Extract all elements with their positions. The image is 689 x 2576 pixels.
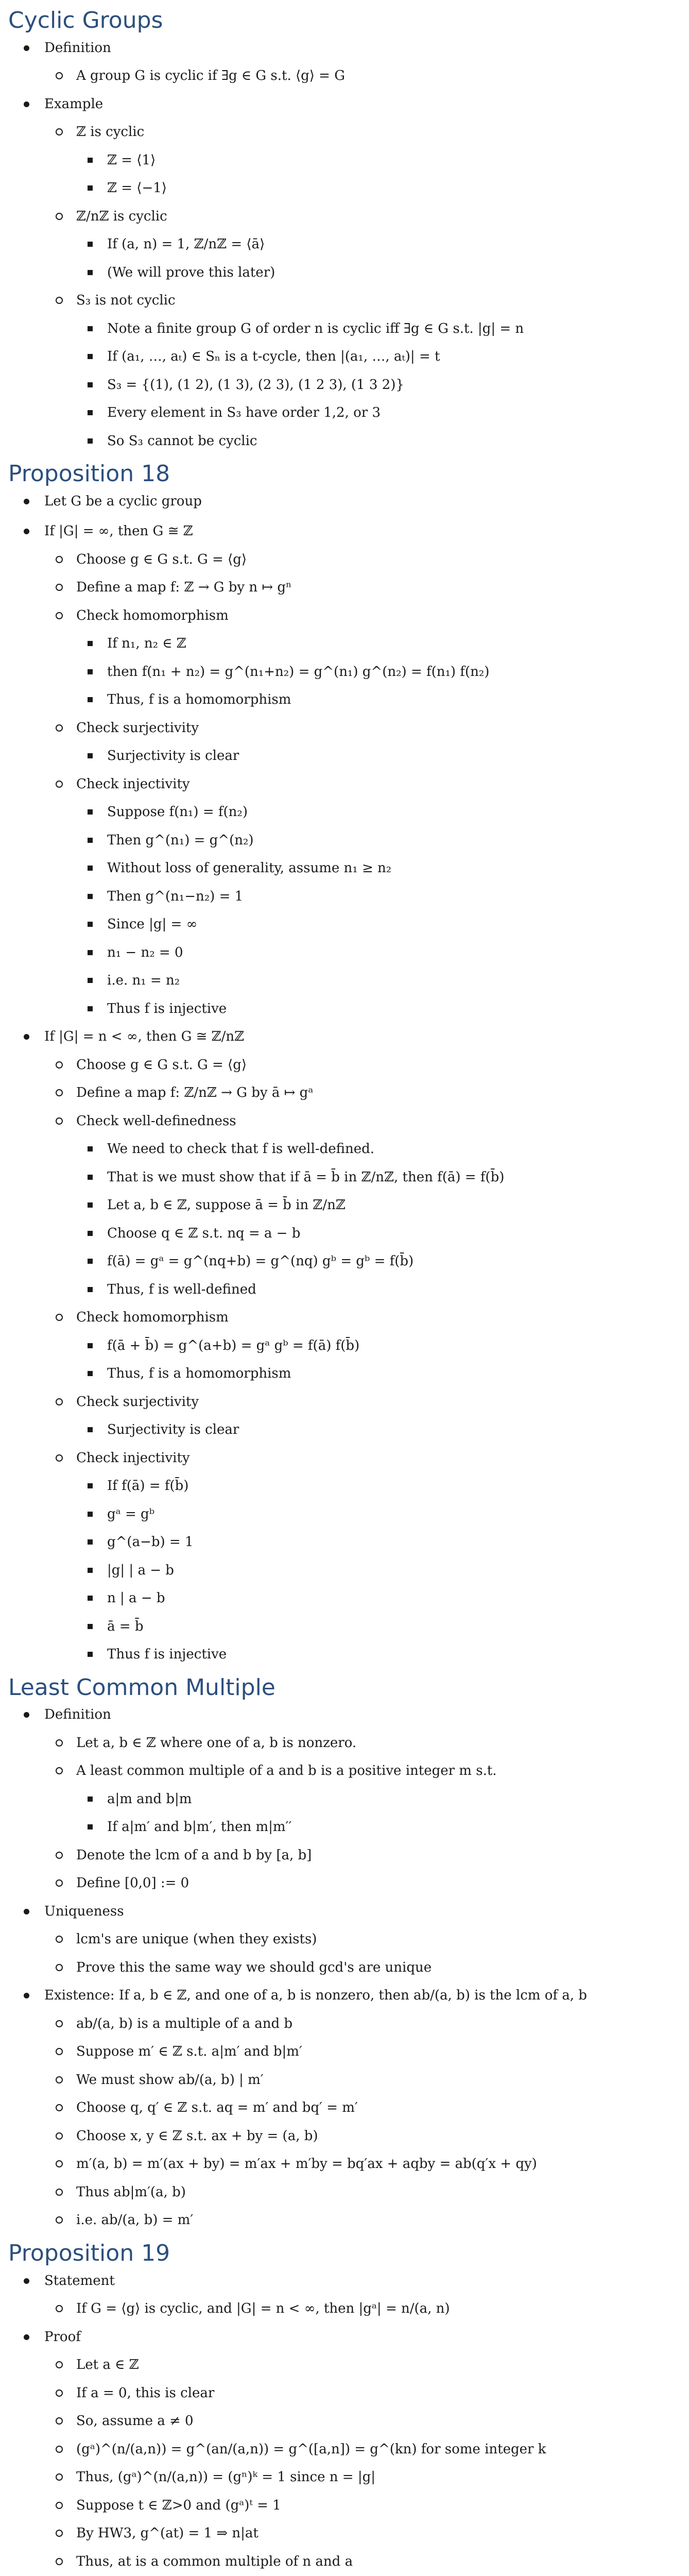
list-item: [44, 2497, 681, 2514]
heading-proposition-18: Proposition 18: [8, 461, 170, 487]
heading-cyclic-groups: Cyclic Groups: [8, 7, 163, 33]
list-item: [44, 607, 681, 708]
text: Thus, at is a common multiple of n and a: [76, 2553, 353, 2569]
text: Define a map f: ℤ/nℤ → G by ā ↦ gᵃ: [76, 1085, 314, 1101]
list-item: [44, 1762, 681, 1836]
text: If G = ⟨g⟩ is cyclic, and |G| = n < ∞, then |gᵃ| = n/(a, n): [76, 2301, 450, 2317]
list-item: [76, 180, 681, 197]
list-item: [8, 1903, 681, 1976]
text: Check homomorphism: [76, 1310, 229, 1326]
list-item: [76, 972, 681, 989]
text: f(ā + b̄) = g^(a+b) = gᵃ gᵇ = f(ā) f(b̄): [107, 1337, 360, 1353]
list-item: [44, 1847, 681, 1864]
list-item: [76, 348, 681, 365]
list-item: [76, 1791, 681, 1808]
text: Choose g ∈ G s.t. G = ⟨g⟩: [76, 1057, 247, 1073]
text: So, assume a ≠ 0: [76, 2413, 194, 2429]
list-item: [44, 776, 681, 1018]
text: ℤ = ⟨−1⟩: [107, 180, 167, 196]
list-item: [44, 2015, 681, 2032]
list-item: [44, 208, 681, 281]
text: Every element in S₃ have order 1,2, or 3: [107, 405, 381, 421]
list-item: [76, 1197, 681, 1214]
list-item: [76, 1169, 681, 1186]
list-item: [76, 1646, 681, 1663]
list-prop18: [8, 493, 681, 1663]
text: Let a, b ∈ ℤ, suppose ā = b̄ in ℤ/nℤ: [107, 1197, 346, 1213]
list-item: [44, 2043, 681, 2060]
proof-label: Proof: [44, 2329, 81, 2345]
list-item: [8, 2273, 681, 2317]
list-item: [44, 1735, 681, 1752]
list-item: [44, 292, 681, 449]
list-item: [44, 67, 681, 84]
text: Thus f is injective: [107, 1647, 227, 1663]
list-item: [44, 2385, 681, 2402]
text: Thus, f is a homomorphism: [107, 692, 291, 708]
list-item: [44, 579, 681, 596]
text: a|m and b|m: [107, 1791, 192, 1807]
text: That is we must show that if ā = b̄ in ℤ/nℤ, then f(ā) = f(b̄): [107, 1169, 505, 1185]
list-item: [76, 1506, 681, 1523]
text: ℤ/nℤ is cyclic: [76, 208, 167, 224]
list-item: [44, 1931, 681, 1948]
list-item: [76, 1562, 681, 1579]
text: i.e. n₁ = n₂: [107, 973, 180, 989]
list-item: [76, 1225, 681, 1242]
list-item: [76, 320, 681, 337]
text: (We will prove this later): [107, 264, 275, 280]
list-item: [76, 1478, 681, 1495]
list-item: [76, 1421, 681, 1438]
list-cyclic: [8, 40, 681, 450]
list-lcm: [8, 1706, 681, 2229]
list-item: [44, 2184, 681, 2201]
text: Choose g ∈ G s.t. G = ⟨g⟩: [76, 551, 247, 567]
list-item: [44, 1394, 681, 1438]
text: Thus, (gᵃ)^(n/(a,n)) = (gⁿ)ᵏ = 1 since n = |g|: [76, 2469, 375, 2485]
text: Prove this the same way we should gcd's are unique: [76, 1959, 432, 1975]
list-item: [8, 40, 681, 84]
list-item: [44, 2469, 681, 2486]
list-item: [76, 1365, 681, 1382]
text: If n₁, n₂ ∈ ℤ: [107, 636, 186, 652]
text: If |G| = n < ∞, then G ≅ ℤ/nℤ: [44, 1029, 245, 1045]
text: Surjectivity is clear: [107, 748, 239, 764]
text: Check injectivity: [76, 1450, 190, 1466]
text: Note a finite group G of order n is cyclic iff ∃g ∈ G s.t. |g| = n: [107, 320, 524, 336]
text: Check injectivity: [76, 776, 190, 792]
list-item: [44, 124, 681, 197]
uniqueness-label: Uniqueness: [44, 1903, 124, 1919]
list-item: [76, 377, 681, 394]
text: Suppose f(n₁) = f(n₂): [107, 804, 248, 820]
text: ℤ is cyclic: [76, 124, 145, 140]
list-item: [8, 2329, 681, 2576]
list-item: [44, 2156, 681, 2173]
list-item: [8, 523, 681, 1017]
text: Check homomorphism: [76, 607, 229, 623]
text: Then g^(n₁) = g^(n₂): [107, 832, 254, 848]
list-item: [76, 1253, 681, 1270]
text: Thus, f is well-defined: [107, 1281, 256, 1297]
list-item: [76, 832, 681, 849]
text: then f(n₁ + n₂) = g^(n₁+n₂) = g^(n₁) g^(n₂) = f(n₁) f(n₂): [107, 664, 490, 680]
list-item: [76, 664, 681, 681]
text: If (a, n) = 1, ℤ/nℤ = ⟨ā⟩: [107, 236, 265, 252]
text: gᵃ = gᵇ: [107, 1506, 155, 1522]
statement-label: Statement: [44, 2273, 115, 2289]
list-item: [76, 433, 681, 450]
text: i.e. ab/(a, b) = m′: [76, 2212, 194, 2228]
text: Choose x, y ∈ ℤ s.t. ax + by = (a, b): [76, 2128, 318, 2144]
list-item: [76, 944, 681, 961]
list-item: [8, 1028, 681, 1663]
list-prop19: [8, 2273, 681, 2576]
list-item: [44, 2525, 681, 2542]
list-item: [76, 916, 681, 933]
list-item: [44, 2212, 681, 2229]
text: n₁ − n₂ = 0: [107, 944, 183, 960]
list-item: [44, 1113, 681, 1298]
list-item: [76, 691, 681, 708]
list-item: [76, 1337, 681, 1354]
list-item: [76, 1590, 681, 1607]
list-item: [44, 1057, 681, 1074]
list-item: [76, 888, 681, 905]
list-item: [44, 2128, 681, 2145]
text: g^(a−b) = 1: [107, 1534, 194, 1550]
list-item: [44, 2072, 681, 2089]
text: Then g^(n₁−n₂) = 1: [107, 888, 244, 904]
text: Define a map f: ℤ → G by n ↦ gⁿ: [76, 580, 292, 596]
list-item: [8, 1706, 681, 1892]
text: Check surjectivity: [76, 1394, 199, 1410]
list-item: [44, 1309, 681, 1382]
text: ℤ = ⟨1⟩: [107, 152, 156, 168]
list-item: [76, 404, 681, 421]
definition-text: A group G is cyclic if ∃g ∈ G s.t. ⟨g⟩ = G: [76, 68, 346, 84]
list-item: [76, 748, 681, 765]
text: So S₃ cannot be cyclic: [107, 433, 257, 449]
text: We must show ab/(a, b) | m′: [76, 2072, 264, 2088]
text: Choose q ∈ ℤ s.t. nq = a − b: [107, 1225, 301, 1241]
text: A least common multiple of a and b is a positive integer m s.t.: [76, 1763, 497, 1779]
list-item: [76, 1534, 681, 1551]
example-label: Example: [44, 96, 104, 112]
list-item: [44, 2413, 681, 2430]
text: Suppose m′ ∈ ℤ s.t. a|m′ and b|m′: [76, 2044, 302, 2060]
text: Surjectivity is clear: [107, 1422, 239, 1438]
text: By HW3, g^(at) = 1 ⇒ n|at: [76, 2526, 259, 2541]
text: Define [0,0] := 0: [76, 1875, 190, 1891]
text: If a = 0, this is clear: [76, 2385, 215, 2401]
text: ā = b̄: [107, 1618, 144, 1634]
text: f(ā) = gᵃ = g^(nq+b) = g^(nq) gᵇ = gᵇ = f(b̄): [107, 1253, 414, 1269]
list-item: [44, 1875, 681, 1892]
text: We need to check that f is well-defined.: [107, 1141, 375, 1157]
text: If (a₁, …, aₜ) ∈ Sₙ is a t-cycle, then |(a₁, …, aₜ)| = t: [107, 349, 440, 365]
list-item: [8, 1987, 681, 2229]
list-item: [44, 2553, 681, 2570]
text: Check well-definedness: [76, 1113, 236, 1129]
heading-least-common-multiple: Least Common Multiple: [8, 1674, 275, 1701]
heading-proposition-19: Proposition 19: [8, 2240, 170, 2266]
list-item: [8, 96, 681, 450]
list-item: [76, 1001, 681, 1018]
text: Without loss of generality, assume n₁ ≥ n₂: [107, 860, 392, 876]
text: Since |g| = ∞: [107, 917, 198, 933]
text: S₃ is not cyclic: [76, 293, 176, 309]
text: Thus ab|m′(a, b): [76, 2184, 186, 2200]
text: If |G| = ∞, then G ≅ ℤ: [44, 523, 193, 539]
text: If a|m′ and b|m′, then m|m′′: [107, 1819, 292, 1835]
text: Denote the lcm of a and b by [a, b]: [76, 1847, 312, 1863]
text: (gᵃ)^(n/(a,n)) = g^(an/(a,n)) = g^([a,n]) = g^(kn) for some integer k: [76, 2441, 546, 2457]
text: lcm's are unique (when they exists): [76, 1931, 317, 1947]
text: ab/(a, b) is a multiple of a and b: [76, 2015, 293, 2031]
list-item: [44, 1084, 681, 1101]
list-item: [76, 1281, 681, 1298]
list-item: [44, 2300, 681, 2317]
text: Let G be a cyclic group: [44, 494, 202, 510]
text: S₃ = {(1), (1 2), (1 3), (2 3), (1 2 3), (1 3 2)}: [107, 377, 404, 393]
text: m′(a, b) = m′(ax + by) = m′ax + m′by = bq′ax + aqby = ab(q′x + qy): [76, 2156, 537, 2172]
text: Thus f is injective: [107, 1001, 227, 1016]
text: Suppose t ∈ ℤ>0 and (gᵃ)ᵗ = 1: [76, 2497, 281, 2513]
definition-label: Definition: [44, 40, 111, 56]
list-item: [76, 1141, 681, 1158]
text: Let a, b ∈ ℤ where one of a, b is nonzero.: [76, 1735, 357, 1751]
text: Thus, f is a homomorphism: [107, 1366, 291, 1382]
list-item: [76, 264, 681, 281]
list-item: [76, 152, 681, 169]
text: |g| | a − b: [107, 1562, 174, 1578]
list-item: [76, 1819, 681, 1836]
list-item: [44, 2441, 681, 2458]
list-item: [8, 493, 681, 512]
text: If f(ā) = f(b̄): [107, 1478, 189, 1494]
text: Check surjectivity: [76, 720, 199, 736]
list-item: [76, 1618, 681, 1635]
list-item: [44, 1450, 681, 1663]
list-item: [76, 860, 681, 877]
list-item: [44, 1959, 681, 1976]
definition-label: Definition: [44, 1707, 111, 1723]
text: n | a − b: [107, 1590, 165, 1606]
list-item: [44, 2357, 681, 2374]
text: Choose q, q′ ∈ ℤ s.t. aq = m′ and bq′ = m′: [76, 2100, 358, 2116]
existence-text: Existence: If a, b ∈ ℤ, and one of a, b is nonzero, then ab/(a, b) is the lcm of a, b: [44, 1988, 587, 2004]
list-item: [76, 635, 681, 652]
list-item: [76, 236, 681, 253]
text: Let a ∈ ℤ: [76, 2357, 139, 2373]
list-item: [44, 720, 681, 765]
list-item: [44, 551, 681, 568]
list-item: [76, 804, 681, 821]
list-item: [44, 2099, 681, 2116]
